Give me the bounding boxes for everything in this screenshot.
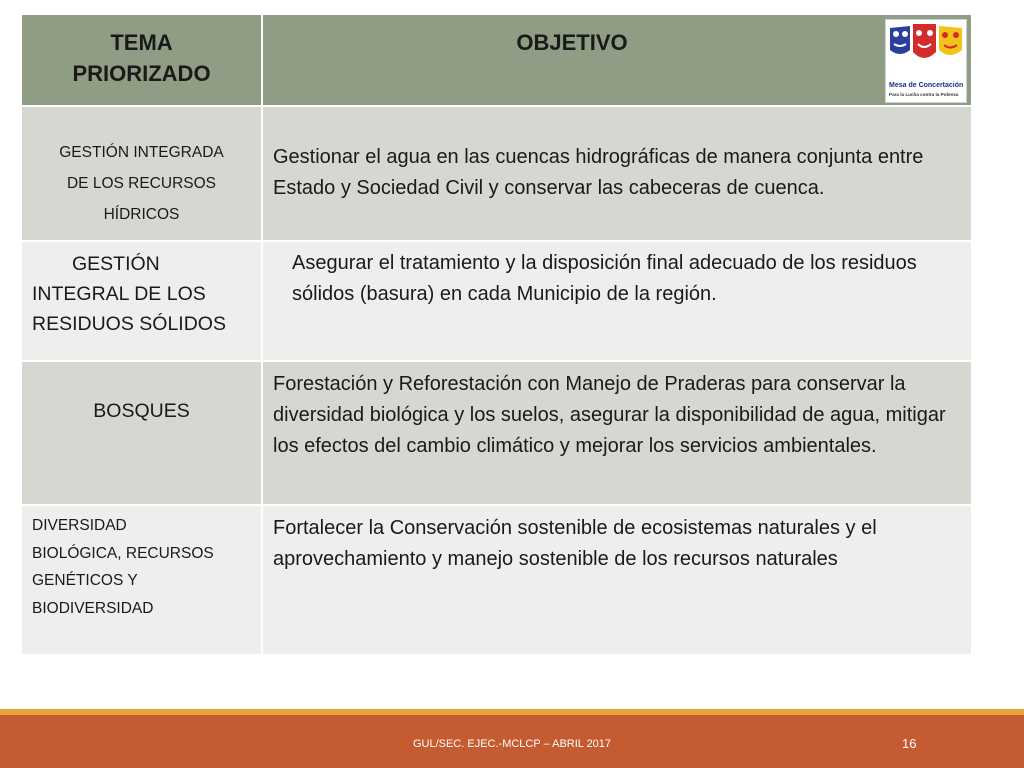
- objetivo-cell: [262, 106, 972, 241]
- tema-cell: [21, 241, 262, 361]
- header-tema: [21, 14, 262, 106]
- table-row: [21, 361, 972, 505]
- page-number: 16: [902, 736, 917, 751]
- footer-text: GUL/SEC. EJEC.-MCLCP – ABRIL 2017: [412, 738, 612, 750]
- priority-table: [20, 13, 973, 656]
- header-objetivo-label: OBJETIVO: [516, 30, 628, 55]
- logo-subtitle: Para la Lucha contra la Pobreza: [889, 92, 959, 97]
- footer-bar: [0, 715, 1024, 768]
- objetivo-text: Gestionar el agua en las cuencas hidrográficas de manera conjunta entre Estado y Sociedad Civil y conservar las cabeceras de cuenca.: [273, 146, 924, 199]
- mesa-concertacion-logo: [885, 19, 967, 103]
- tema-text: BOSQUES: [93, 400, 190, 422]
- tema-text: DIVERSIDAD BIOLÓGICA, RECURSOS GENÉTICOS Y BIODIVERSIDAD: [32, 517, 214, 617]
- tema-cell: [21, 361, 262, 505]
- table-header-row: [21, 14, 972, 106]
- objetivo-text: Forestación y Reforestación con Manejo de Praderas para conservar la diversidad biológica y los suelos, asegurar la disponibilidad de agua, mitigar los efectos del cambio climático y mejorar los servicios ambientales.: [273, 373, 946, 457]
- tema-cell: [21, 106, 262, 241]
- objetivo-cell: [262, 241, 972, 361]
- table-row: [21, 106, 972, 241]
- objetivo-cell: [262, 505, 972, 655]
- objetivo-text: Asegurar el tratamiento y la disposición final adecuado de los residuos sólidos (basura) en cada Municipio de la región.: [292, 252, 917, 305]
- faces-logo-icon: [886, 20, 966, 80]
- tema-text-first-line: GESTIÓN: [72, 253, 160, 275]
- tema-text: GESTIÓN INTEGRADA DE LOS RECURSOS HÍDRICOS: [59, 144, 224, 223]
- table-row: [21, 241, 972, 361]
- tema-text: [22, 242, 261, 339]
- tema-text-rest: INTEGRAL DE LOS RESIDUOS SÓLIDOS: [32, 283, 226, 335]
- logo-name: Mesa de Concertación: [889, 82, 964, 89]
- tema-cell: [21, 505, 262, 655]
- objetivo-text: Fortalecer la Conservación sostenible de ecosistemas naturales y el aprovechamiento y manejo sostenible de los recursos naturales: [273, 517, 877, 570]
- header-tema-label: TEMA PRIORIZADO: [72, 30, 211, 86]
- objetivo-cell: [262, 361, 972, 505]
- table-row: [21, 505, 972, 655]
- header-objetivo: [262, 14, 972, 106]
